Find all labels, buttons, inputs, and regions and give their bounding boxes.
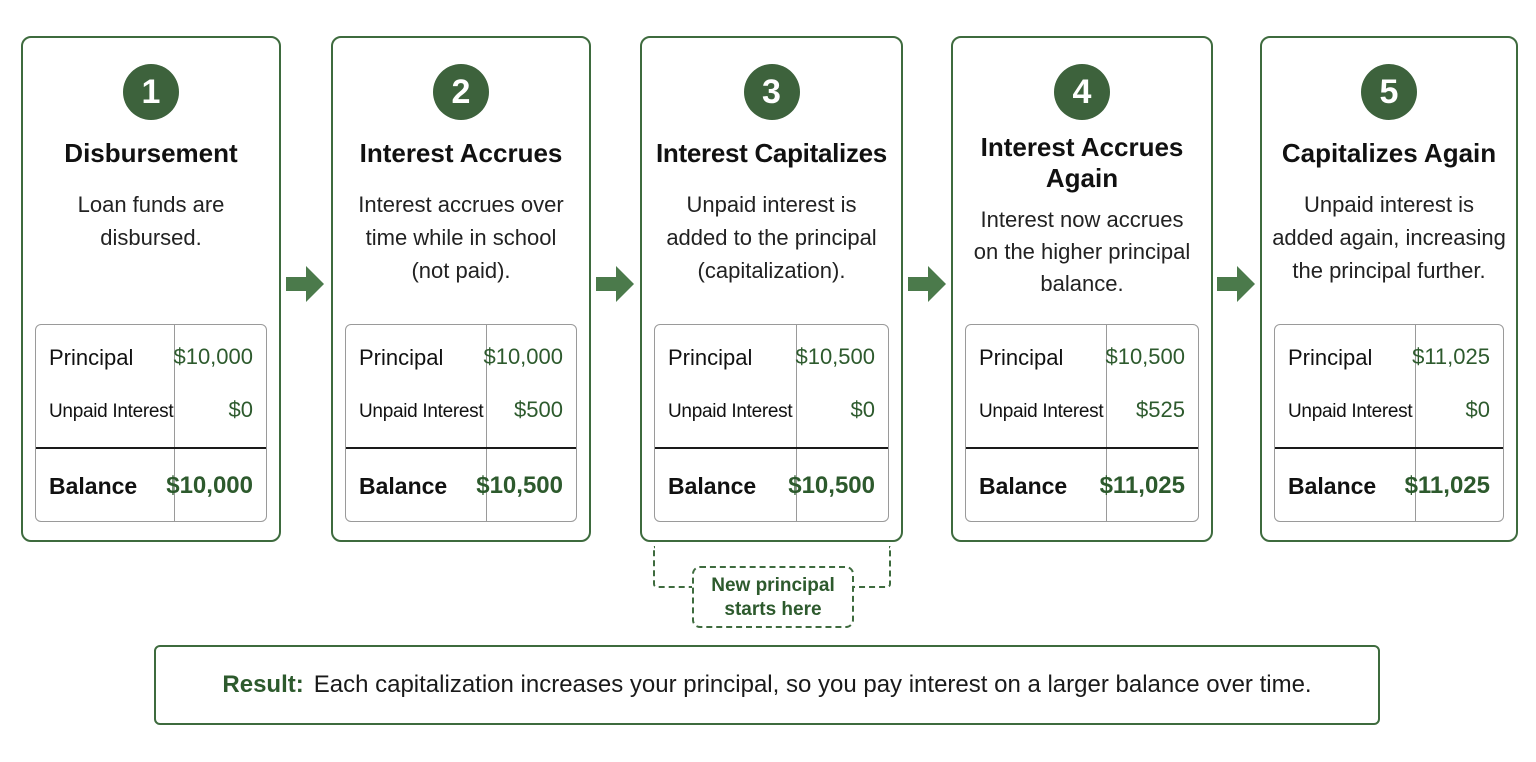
callout-line-2: starts here bbox=[724, 599, 822, 620]
result-text: Each capitalization increases your principal, so you pay interest on a larger balance over time. bbox=[313, 671, 1312, 698]
new-principal-callout bbox=[692, 566, 854, 628]
step-title: Capitalizes Again bbox=[1281, 138, 1497, 168]
step-title: Interest Capitalizes bbox=[656, 138, 887, 168]
step-description: Unpaid interest is added to the principal (capitalization). bbox=[666, 192, 877, 283]
balance-label: Balance bbox=[359, 473, 448, 499]
principal-label: Principal bbox=[668, 345, 753, 370]
step-card-3 bbox=[640, 36, 903, 542]
balance-value: $10,000 bbox=[166, 472, 253, 499]
unpaid-interest-value: $500 bbox=[514, 397, 563, 422]
step-number-badge: 2 bbox=[433, 64, 489, 120]
ledger-total-rule bbox=[36, 447, 266, 449]
step-number-badge: 1 bbox=[123, 64, 179, 120]
step-card-2 bbox=[331, 36, 591, 542]
balance-label: Balance bbox=[668, 473, 757, 499]
step-description: Interest accrues over time while in school (not paid). bbox=[358, 192, 564, 283]
ledger-total-rule bbox=[1275, 447, 1503, 449]
principal-label: Principal bbox=[49, 345, 134, 370]
right-arrow-icon bbox=[1217, 264, 1257, 304]
step-card-1 bbox=[21, 36, 281, 542]
principal-label: Principal bbox=[1288, 345, 1373, 370]
unpaid-interest-label: Unpaid Interest bbox=[1288, 401, 1413, 422]
step-number-badge: 3 bbox=[744, 64, 800, 120]
unpaid-interest-label: Unpaid Interest bbox=[668, 401, 793, 422]
balance-value: $10,500 bbox=[476, 472, 563, 499]
step-number-badge: 4 bbox=[1054, 64, 1110, 120]
unpaid-interest-value: $0 bbox=[228, 397, 253, 422]
ledger-table bbox=[965, 324, 1199, 522]
right-arrow-icon bbox=[908, 264, 948, 304]
callout-line-1: New principal bbox=[711, 575, 835, 596]
principal-label: Principal bbox=[359, 345, 444, 370]
unpaid-interest-label: Unpaid Interest bbox=[979, 401, 1104, 422]
unpaid-interest-value: $0 bbox=[850, 397, 875, 422]
ledger-table bbox=[35, 324, 267, 522]
balance-label: Balance bbox=[979, 473, 1068, 499]
balance-value: $11,025 bbox=[1099, 472, 1185, 499]
unpaid-interest-value: $525 bbox=[1136, 397, 1185, 422]
step-description: Interest now accrues on the higher principal balance. bbox=[973, 207, 1191, 296]
result-lead: Result: bbox=[222, 671, 304, 698]
principal-value: $11,025 bbox=[1412, 344, 1490, 369]
step-description: Loan funds are disbursed. bbox=[77, 192, 225, 250]
step-description: Unpaid interest is added again, increasing the principal further. bbox=[1272, 192, 1506, 283]
principal-value: $10,500 bbox=[1105, 344, 1185, 369]
ledger-total-rule bbox=[346, 447, 576, 449]
step-title: Interest Accrues Again bbox=[980, 132, 1184, 193]
step-card-4 bbox=[951, 36, 1213, 542]
unpaid-interest-value: $0 bbox=[1465, 397, 1490, 422]
ledger-total-rule bbox=[655, 447, 888, 449]
right-arrow-icon bbox=[596, 264, 636, 304]
ledger-table bbox=[654, 324, 889, 522]
unpaid-interest-label: Unpaid Interest bbox=[359, 401, 484, 422]
principal-value: $10,500 bbox=[795, 344, 875, 369]
principal-value: $10,000 bbox=[173, 344, 253, 369]
ledger-table bbox=[1274, 324, 1504, 522]
principal-value: $10,000 bbox=[483, 344, 563, 369]
step-card-5 bbox=[1260, 36, 1518, 542]
result-banner bbox=[154, 645, 1380, 725]
principal-label: Principal bbox=[979, 345, 1064, 370]
ledger-table bbox=[345, 324, 577, 522]
right-arrow-icon bbox=[286, 264, 326, 304]
step-title: Interest Accrues bbox=[359, 138, 563, 168]
step-number-badge: 5 bbox=[1361, 64, 1417, 120]
balance-label: Balance bbox=[49, 473, 138, 499]
unpaid-interest-label: Unpaid Interest bbox=[49, 401, 174, 422]
step-title: Disbursement bbox=[64, 138, 238, 168]
balance-value: $11,025 bbox=[1404, 472, 1490, 499]
balance-label: Balance bbox=[1288, 473, 1377, 499]
balance-value: $10,500 bbox=[788, 472, 875, 499]
ledger-total-rule bbox=[966, 447, 1198, 449]
